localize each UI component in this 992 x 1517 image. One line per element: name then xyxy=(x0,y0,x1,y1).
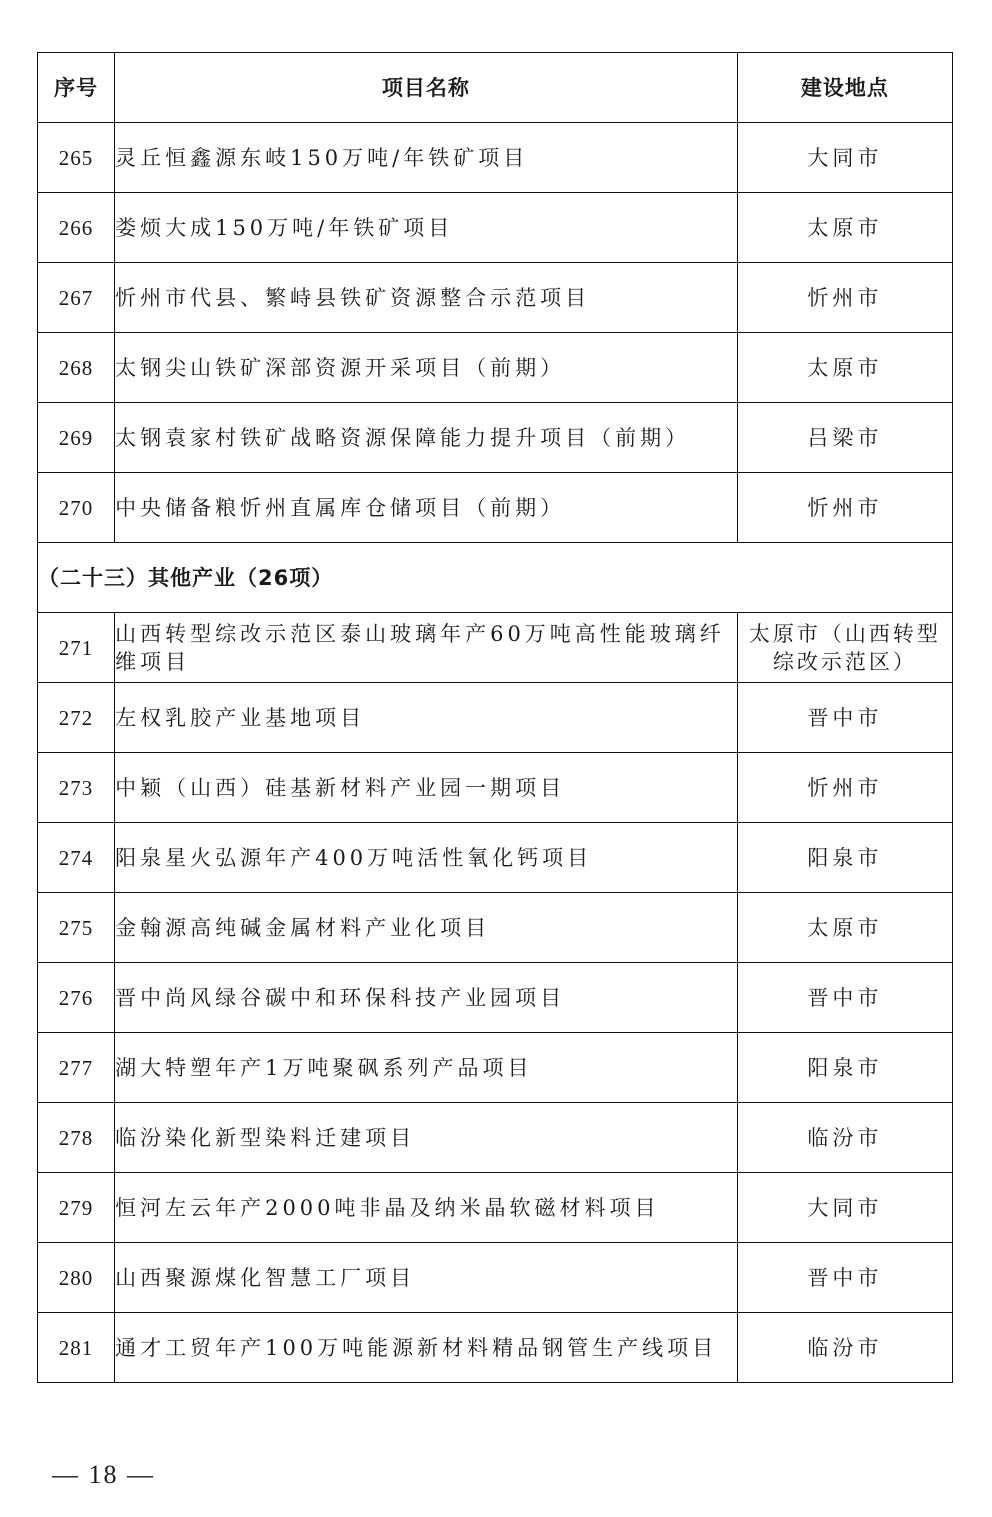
row-location: 晋中市 xyxy=(737,1243,952,1313)
table-row xyxy=(38,1313,953,1383)
table-row xyxy=(38,1033,953,1103)
row-name: 中颖（山西）硅基新材料产业园一期项目 xyxy=(115,753,738,823)
table-row xyxy=(38,333,953,403)
row-no: 280 xyxy=(38,1243,115,1313)
row-no: 269 xyxy=(38,403,115,473)
table-row xyxy=(38,753,953,823)
row-name: 晋中尚风绿谷碳中和环保科技产业园项目 xyxy=(115,963,738,1033)
row-no: 266 xyxy=(38,193,115,263)
table-row xyxy=(38,403,953,473)
row-location: 晋中市 xyxy=(737,683,952,753)
row-no: 276 xyxy=(38,963,115,1033)
table-row xyxy=(38,1173,953,1243)
row-location: 太原市 xyxy=(737,193,952,263)
row-no: 271 xyxy=(38,613,115,683)
row-name: 山西聚源煤化智慧工厂项目 xyxy=(115,1243,738,1313)
row-name: 娄烦大成150万吨/年铁矿项目 xyxy=(115,193,738,263)
row-location: 晋中市 xyxy=(737,963,952,1033)
row-no: 272 xyxy=(38,683,115,753)
table-row xyxy=(38,123,953,193)
table-row xyxy=(38,893,953,963)
table-header-row xyxy=(38,53,953,123)
row-name: 湖大特塑年产1万吨聚砜系列产品项目 xyxy=(115,1033,738,1103)
row-no: 279 xyxy=(38,1173,115,1243)
row-name: 太钢袁家村铁矿战略资源保障能力提升项目（前期） xyxy=(115,403,738,473)
header-name: 项目名称 xyxy=(115,53,738,123)
row-location: 吕梁市 xyxy=(737,403,952,473)
row-name: 金翰源高纯碱金属材料产业化项目 xyxy=(115,893,738,963)
row-no: 268 xyxy=(38,333,115,403)
row-name: 忻州市代县、繁峙县铁矿资源整合示范项目 xyxy=(115,263,738,333)
row-location: 阳泉市 xyxy=(737,1033,952,1103)
row-name: 灵丘恒鑫源东岐150万吨/年铁矿项目 xyxy=(115,123,738,193)
row-location: 临汾市 xyxy=(737,1313,952,1383)
row-location: 忻州市 xyxy=(737,263,952,333)
row-no: 281 xyxy=(38,1313,115,1383)
row-location: 临汾市 xyxy=(737,1103,952,1173)
row-location: 太原市 xyxy=(737,893,952,963)
page-number: — 18 — xyxy=(52,1460,155,1489)
section-title: （二十三）其他产业（26项） xyxy=(38,543,953,613)
row-location: 大同市 xyxy=(737,123,952,193)
row-no: 273 xyxy=(38,753,115,823)
row-name: 左权乳胶产业基地项目 xyxy=(115,683,738,753)
row-name: 中央储备粮忻州直属库仓储项目（前期） xyxy=(115,473,738,543)
table-row xyxy=(38,1243,953,1313)
row-no: 277 xyxy=(38,1033,115,1103)
table-row xyxy=(38,193,953,263)
row-location: 阳泉市 xyxy=(737,823,952,893)
row-no: 274 xyxy=(38,823,115,893)
section-row xyxy=(38,543,953,613)
row-location: 忻州市 xyxy=(737,473,952,543)
row-name: 太钢尖山铁矿深部资源开采项目（前期） xyxy=(115,333,738,403)
table-row xyxy=(38,683,953,753)
row-location: 太原市 xyxy=(737,333,952,403)
row-name: 山西转型综改示范区泰山玻璃年产60万吨高性能玻璃纤维项目 xyxy=(115,613,738,683)
row-name: 阳泉星火弘源年产400万吨活性氧化钙项目 xyxy=(115,823,738,893)
row-location: 太原市（山西转型综改示范区） xyxy=(737,613,952,683)
table-row xyxy=(38,823,953,893)
table-row xyxy=(38,963,953,1033)
row-name: 恒河左云年产2000吨非晶及纳米晶软磁材料项目 xyxy=(115,1173,738,1243)
table-row xyxy=(38,263,953,333)
row-no: 278 xyxy=(38,1103,115,1173)
header-location: 建设地点 xyxy=(737,53,952,123)
table-row xyxy=(38,473,953,543)
row-name: 通才工贸年产100万吨能源新材料精品钢管生产线项目 xyxy=(115,1313,738,1383)
header-no: 序号 xyxy=(38,53,115,123)
table-row xyxy=(38,1103,953,1173)
row-no: 270 xyxy=(38,473,115,543)
row-no: 275 xyxy=(38,893,115,963)
row-no: 267 xyxy=(38,263,115,333)
project-table xyxy=(37,52,953,1383)
row-no: 265 xyxy=(38,123,115,193)
row-name: 临汾染化新型染料迁建项目 xyxy=(115,1103,738,1173)
row-location: 忻州市 xyxy=(737,753,952,823)
table-row xyxy=(38,613,953,683)
row-location: 大同市 xyxy=(737,1173,952,1243)
